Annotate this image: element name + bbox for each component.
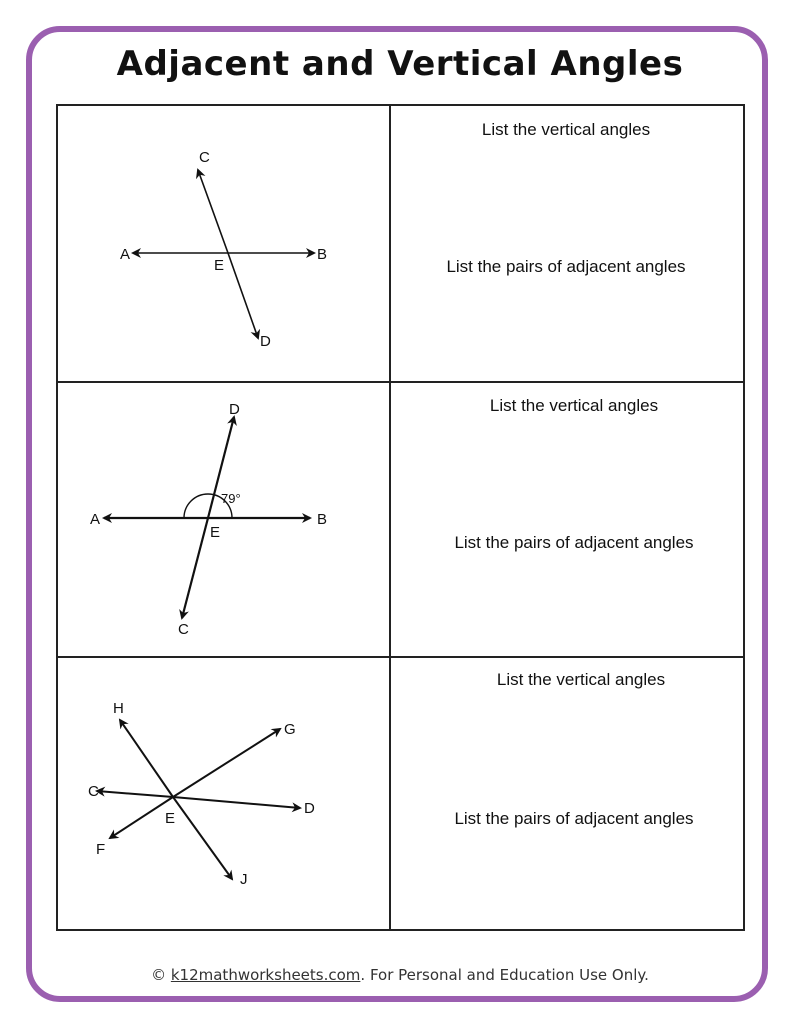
label-G: G bbox=[284, 721, 296, 738]
problem-2-vertical-prompt: List the vertical angles bbox=[489, 396, 659, 415]
label-D: D bbox=[260, 333, 271, 350]
label-H: H bbox=[113, 700, 124, 717]
label-E: E bbox=[210, 524, 221, 541]
ray-EC bbox=[97, 791, 173, 797]
label-C: C bbox=[178, 621, 189, 638]
worksheet-title: Adjacent and Vertical Angles bbox=[116, 44, 684, 84]
usage-note: . For Personal and Education Use Only. bbox=[360, 966, 649, 984]
diagram-1 bbox=[120, 149, 327, 350]
label-B: B bbox=[317, 511, 328, 528]
site-link[interactable]: k12mathworksheets.com bbox=[170, 966, 361, 984]
diagram-2 bbox=[90, 401, 327, 638]
label-D: D bbox=[229, 401, 240, 418]
problem-3-vertical-prompt: List the vertical angles bbox=[496, 670, 666, 689]
label-A: A bbox=[90, 511, 101, 528]
label-E: E bbox=[165, 810, 176, 827]
problem-3-adjacent-prompt: List the pairs of adjacent angles bbox=[454, 809, 694, 828]
label-F: F bbox=[96, 841, 106, 858]
footer bbox=[0, 966, 800, 984]
label-J: J bbox=[240, 871, 248, 888]
ray-EC bbox=[182, 518, 208, 618]
angle-measure: 79° bbox=[221, 491, 241, 506]
ray-EH bbox=[120, 720, 173, 797]
label-E: E bbox=[214, 257, 225, 274]
copyright-symbol: © bbox=[151, 966, 171, 984]
label-B: B bbox=[317, 246, 328, 263]
label-D: D bbox=[304, 800, 315, 817]
ray-EF bbox=[110, 797, 176, 838]
ray-EJ bbox=[173, 797, 232, 879]
ray-ED bbox=[228, 253, 258, 338]
ray-EG bbox=[173, 729, 280, 797]
label-C: C bbox=[88, 783, 99, 800]
ray-ED bbox=[173, 797, 300, 808]
label-C: C bbox=[199, 149, 210, 166]
ray-EC bbox=[198, 170, 228, 253]
problem-1-adjacent-prompt: List the pairs of adjacent angles bbox=[446, 257, 686, 276]
problem-1-vertical-prompt: List the vertical angles bbox=[481, 120, 651, 139]
label-A: A bbox=[120, 246, 131, 263]
problem-2-adjacent-prompt: List the pairs of adjacent angles bbox=[454, 533, 694, 552]
diagram-3 bbox=[88, 700, 315, 888]
